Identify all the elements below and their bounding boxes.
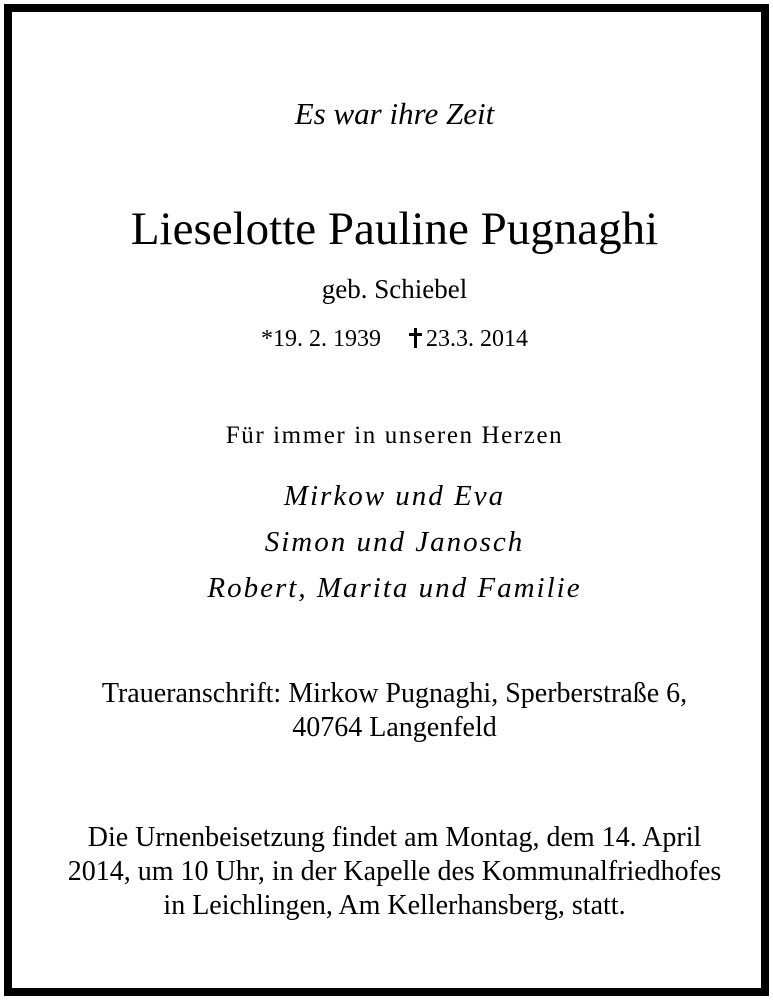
- mourner-line: Simon und Janosch: [264, 526, 525, 558]
- deceased-name: Lieselotte Pauline Pugnaghi: [130, 203, 659, 255]
- remembrance-line: Für immer in unseren Herzen: [225, 422, 564, 449]
- mourning-address-line: Traueranschrift: Mirkow Pugnaghi, Sperberstraße 6,: [101, 678, 688, 709]
- cross-icon: [409, 328, 422, 348]
- birth-name: geb. Schiebel: [321, 274, 468, 304]
- burial-info-line: Die Urnenbeisetzung findet am Montag, dem 14. April: [87, 822, 702, 853]
- burial-info-line: in Leichlingen, Am Kellerhansberg, statt.: [163, 890, 626, 921]
- mourner-line: Mirkow und Eva: [283, 480, 506, 512]
- life-dates: [12, 326, 773, 353]
- mourner-line: Robert, Marita und Familie: [207, 572, 582, 604]
- mourning-address-line: 40764 Langenfeld: [292, 712, 497, 743]
- burial-info-line: 2014, um 10 Uhr, in der Kapelle des Kommunalfriedhofes: [67, 856, 722, 887]
- death-date: 23.3. 2014: [426, 326, 528, 352]
- motto: Es war ihre Zeit: [294, 96, 495, 131]
- birth-date: *19. 2. 1939: [261, 326, 381, 352]
- obituary-notice: [4, 4, 769, 996]
